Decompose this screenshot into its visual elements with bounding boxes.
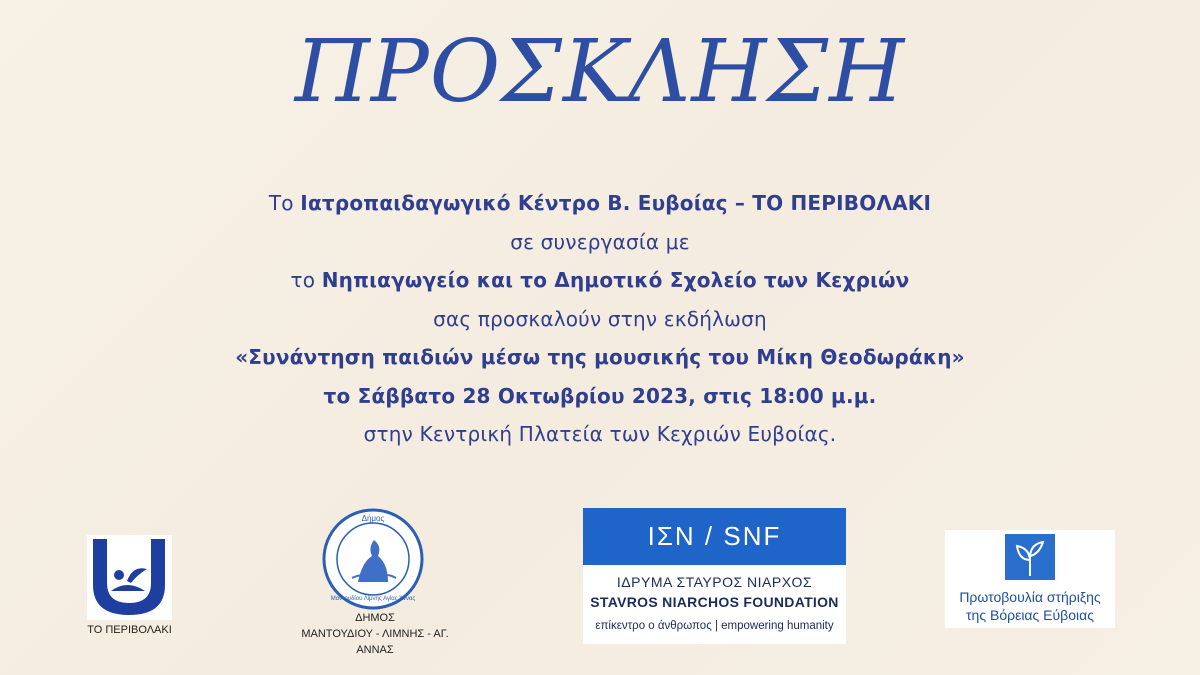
collaboration-line: σε συνεργασία με (510, 229, 690, 254)
perivolaki-logo (87, 535, 172, 620)
municipality-seal-icon (322, 508, 424, 610)
partner-line (0, 261, 1200, 300)
sprout-icon (1005, 534, 1055, 580)
seal-ring-text: Μαντουδίου Λίμνης Αγίας Άννας (330, 596, 416, 602)
snf-english-name: STAVROS NIARCHOS FOUNDATION (590, 594, 839, 610)
invite-line: σας προσκαλούν στην εκδήλωση (433, 306, 767, 331)
protovoulia-line-1: Πρωτοβουλία στήριξης (959, 589, 1101, 605)
municipality-caption-line-1: ΔΗΜΟΣ (355, 612, 395, 624)
invitation-body (0, 184, 1200, 454)
snf-greek-name: ΙΔΡΥΜΑ ΣΤΑΥΡΟΣ ΝΙΑΡΧΟΣ (616, 574, 813, 590)
seal-top-text: Δήμος (361, 514, 385, 523)
snf-logo (583, 508, 846, 644)
organizer-name: Ιατροπαιδαγωγικό Κέντρο Β. Ευβοίας – ΤΟ ΠΕΡΙΒΟΛΑΚΙ (300, 191, 932, 215)
municipality-caption-line-2: ΜΑΝΤΟΥΔΙΟΥ - ΛΙΜΝΗΣ - ΑΓ. ΑΝΝΑΣ (301, 628, 449, 656)
event-location: στην Κεντρική Πλατεία των Κεχριών Ευβοίας. (363, 422, 837, 446)
protovoulia-logo (945, 530, 1115, 628)
partner-name: Νηπιαγωγείο και το Δημοτικό Σχολείο των Κεχριών (321, 268, 910, 292)
municipality-caption (290, 610, 460, 658)
organizer-line (0, 184, 1200, 223)
protovoulia-text (945, 588, 1115, 624)
perivolaki-caption: ΤΟ ΠΕΡΙΒΟΛΑΚΙ (87, 624, 172, 636)
snf-tagline: επίκεντρο ο άνθρωπος | empowering humanity (595, 620, 834, 632)
partner-prefix: το (290, 268, 322, 292)
municipality-seal (322, 508, 424, 610)
perivolaki-emblem-icon (87, 535, 172, 620)
snf-banner-text: ΙΣΝ / SNF (647, 521, 782, 551)
event-date: το Σάββατο 28 Οκτωβρίου 2023, στις 18:00 μ.μ. (323, 383, 877, 408)
page-title: ΠΡΟΣΚΛΗΣΗ (294, 22, 906, 122)
organizer-prefix: Το (268, 191, 301, 215)
protovoulia-line-2: της Βόρειας Εύβοιας (966, 607, 1094, 623)
event-title: «Συνάντηση παιδιών μέσω της μουσικής του Μίκη Θεοδωράκη» (235, 345, 965, 369)
